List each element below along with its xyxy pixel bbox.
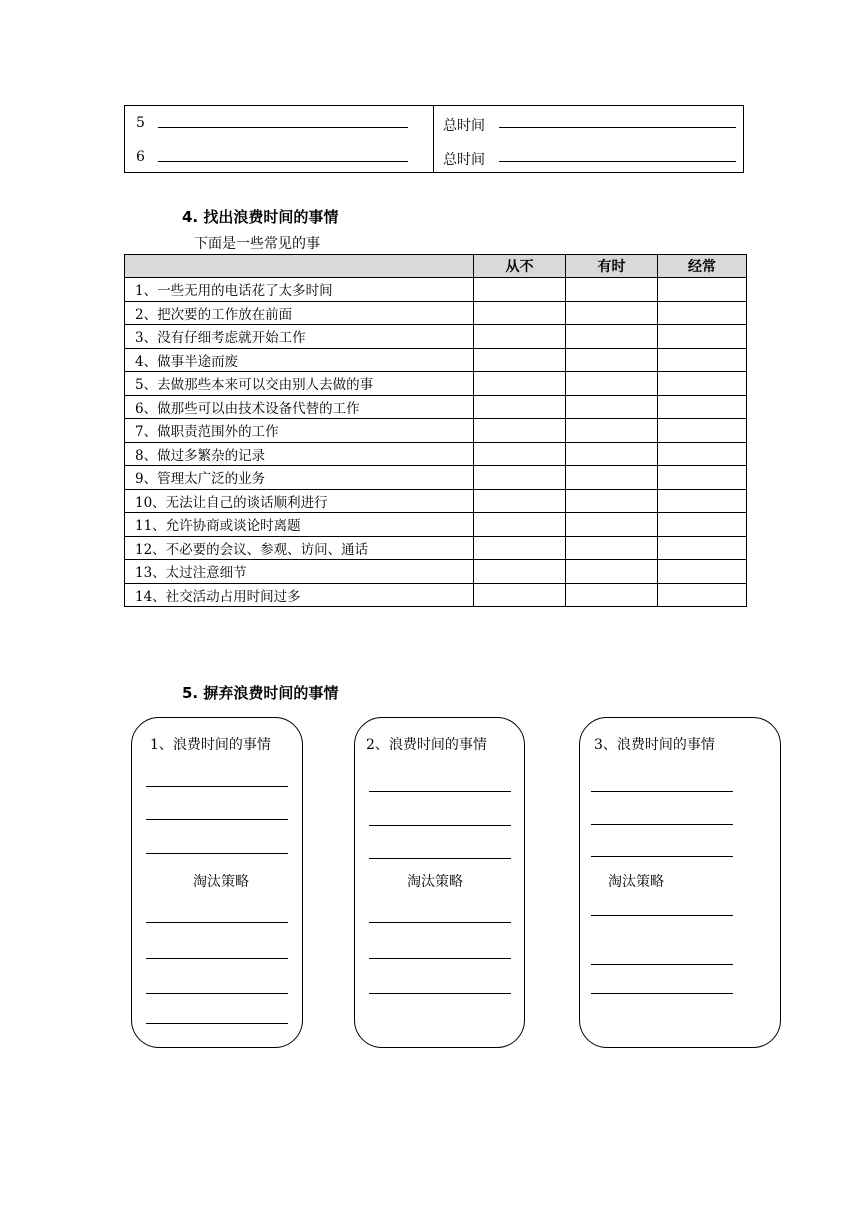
card-title: 1、浪费时间的事情	[150, 737, 271, 753]
box-divider	[433, 105, 434, 173]
often-cell[interactable]	[658, 442, 747, 466]
often-cell[interactable]	[658, 348, 747, 372]
time-waste-table	[124, 254, 747, 607]
card-blank-line[interactable]	[369, 858, 511, 859]
table-row	[125, 301, 747, 325]
column-header-item	[125, 255, 474, 278]
total-time-label: 总时间	[443, 118, 485, 134]
waste-item-label: 7、做职责范围外的工作	[125, 419, 474, 443]
table-row	[125, 466, 747, 490]
row-number: 5	[136, 115, 145, 131]
strategy-label: 淘汰策略	[608, 874, 664, 890]
card-blank-line[interactable]	[369, 825, 511, 826]
waste-item-label: 12、不必要的会议、参观、访问、通话	[125, 536, 474, 560]
often-cell[interactable]	[658, 301, 747, 325]
time-record-box	[124, 105, 744, 173]
sometimes-cell[interactable]	[566, 466, 658, 490]
table-row	[125, 278, 747, 302]
total-time-blank-line[interactable]	[499, 127, 736, 128]
section4-subtitle: 下面是一些常见的事	[194, 236, 320, 252]
card-blank-line[interactable]	[591, 791, 733, 792]
often-cell[interactable]	[658, 395, 747, 419]
waste-item-label: 11、允许协商或谈论时离题	[125, 513, 474, 537]
table-row	[125, 348, 747, 372]
waste-item-label: 4、做事半途而废	[125, 348, 474, 372]
never-cell[interactable]	[474, 278, 566, 302]
never-cell[interactable]	[474, 325, 566, 349]
sometimes-cell[interactable]	[566, 489, 658, 513]
card-blank-line[interactable]	[146, 819, 288, 820]
often-cell[interactable]	[658, 583, 747, 607]
often-cell[interactable]	[658, 489, 747, 513]
never-cell[interactable]	[474, 583, 566, 607]
often-cell[interactable]	[658, 419, 747, 443]
never-cell[interactable]	[474, 536, 566, 560]
table-row	[125, 419, 747, 443]
card-blank-line[interactable]	[591, 993, 733, 994]
sometimes-cell[interactable]	[566, 372, 658, 396]
sometimes-cell[interactable]	[566, 419, 658, 443]
card-blank-line[interactable]	[591, 856, 733, 857]
sometimes-cell[interactable]	[566, 278, 658, 302]
sometimes-cell[interactable]	[566, 348, 658, 372]
table-row	[125, 583, 747, 607]
column-header-often: 经常	[658, 255, 747, 278]
often-cell[interactable]	[658, 325, 747, 349]
section5-heading: 5. 摒弃浪费时间的事情	[182, 684, 339, 702]
row-number: 6	[136, 149, 145, 165]
table-row	[125, 560, 747, 584]
card-blank-line[interactable]	[146, 853, 288, 854]
waste-item-label: 1、一些无用的电话花了太多时间	[125, 278, 474, 302]
card-blank-line[interactable]	[369, 993, 511, 994]
card-blank-line[interactable]	[369, 958, 511, 959]
strategy-label: 淘汰策略	[193, 874, 249, 890]
table-row	[125, 536, 747, 560]
section4-heading: 4. 找出浪费时间的事情	[182, 208, 339, 226]
waste-item-label: 10、无法让自己的谈话顺利进行	[125, 489, 474, 513]
table-header-row	[125, 255, 747, 278]
table-row	[125, 489, 747, 513]
waste-item-label: 3、没有仔细考虑就开始工作	[125, 325, 474, 349]
total-time-label: 总时间	[443, 152, 485, 168]
never-cell[interactable]	[474, 419, 566, 443]
often-cell[interactable]	[658, 513, 747, 537]
often-cell[interactable]	[658, 536, 747, 560]
waste-item-label: 14、社交活动占用时间过多	[125, 583, 474, 607]
often-cell[interactable]	[658, 466, 747, 490]
never-cell[interactable]	[474, 372, 566, 396]
card-blank-line[interactable]	[146, 958, 288, 959]
never-cell[interactable]	[474, 442, 566, 466]
strategy-label: 淘汰策略	[407, 874, 463, 890]
sometimes-cell[interactable]	[566, 325, 658, 349]
sometimes-cell[interactable]	[566, 536, 658, 560]
card-blank-line[interactable]	[146, 922, 288, 923]
card-blank-line[interactable]	[369, 791, 511, 792]
card-blank-line[interactable]	[591, 915, 733, 916]
table-row	[125, 442, 747, 466]
column-header-sometimes: 有时	[566, 255, 658, 278]
waste-item-label: 9、管理太广泛的业务	[125, 466, 474, 490]
table-row	[125, 395, 747, 419]
card-blank-line[interactable]	[369, 922, 511, 923]
never-cell[interactable]	[474, 513, 566, 537]
often-cell[interactable]	[658, 278, 747, 302]
table-row	[125, 513, 747, 537]
item-blank-line[interactable]	[158, 127, 408, 128]
never-cell[interactable]	[474, 348, 566, 372]
card-blank-line[interactable]	[146, 1023, 288, 1024]
sometimes-cell[interactable]	[566, 583, 658, 607]
sometimes-cell[interactable]	[566, 301, 658, 325]
never-cell[interactable]	[474, 395, 566, 419]
never-cell[interactable]	[474, 489, 566, 513]
card-title: 2、浪费时间的事情	[366, 737, 487, 753]
sometimes-cell[interactable]	[566, 560, 658, 584]
waste-item-label: 8、做过多繁杂的记录	[125, 442, 474, 466]
item-blank-line[interactable]	[158, 161, 408, 162]
card-blank-line[interactable]	[146, 993, 288, 994]
never-cell[interactable]	[474, 466, 566, 490]
card-title: 3、浪费时间的事情	[594, 737, 715, 753]
waste-item-label: 13、太过注意细节	[125, 560, 474, 584]
table-row	[125, 325, 747, 349]
card-blank-line[interactable]	[146, 786, 288, 787]
table-row	[125, 372, 747, 396]
sometimes-cell[interactable]	[566, 395, 658, 419]
waste-item-label: 6、做那些可以由技术设备代替的工作	[125, 395, 474, 419]
sometimes-cell[interactable]	[566, 442, 658, 466]
often-cell[interactable]	[658, 372, 747, 396]
never-cell[interactable]	[474, 560, 566, 584]
card-blank-line[interactable]	[591, 824, 733, 825]
total-time-blank-line[interactable]	[499, 161, 736, 162]
sometimes-cell[interactable]	[566, 513, 658, 537]
waste-item-label: 5、去做那些本来可以交由别人去做的事	[125, 372, 474, 396]
often-cell[interactable]	[658, 560, 747, 584]
never-cell[interactable]	[474, 301, 566, 325]
card-blank-line[interactable]	[591, 964, 733, 965]
column-header-never: 从不	[474, 255, 566, 278]
waste-item-label: 2、把次要的工作放在前面	[125, 301, 474, 325]
